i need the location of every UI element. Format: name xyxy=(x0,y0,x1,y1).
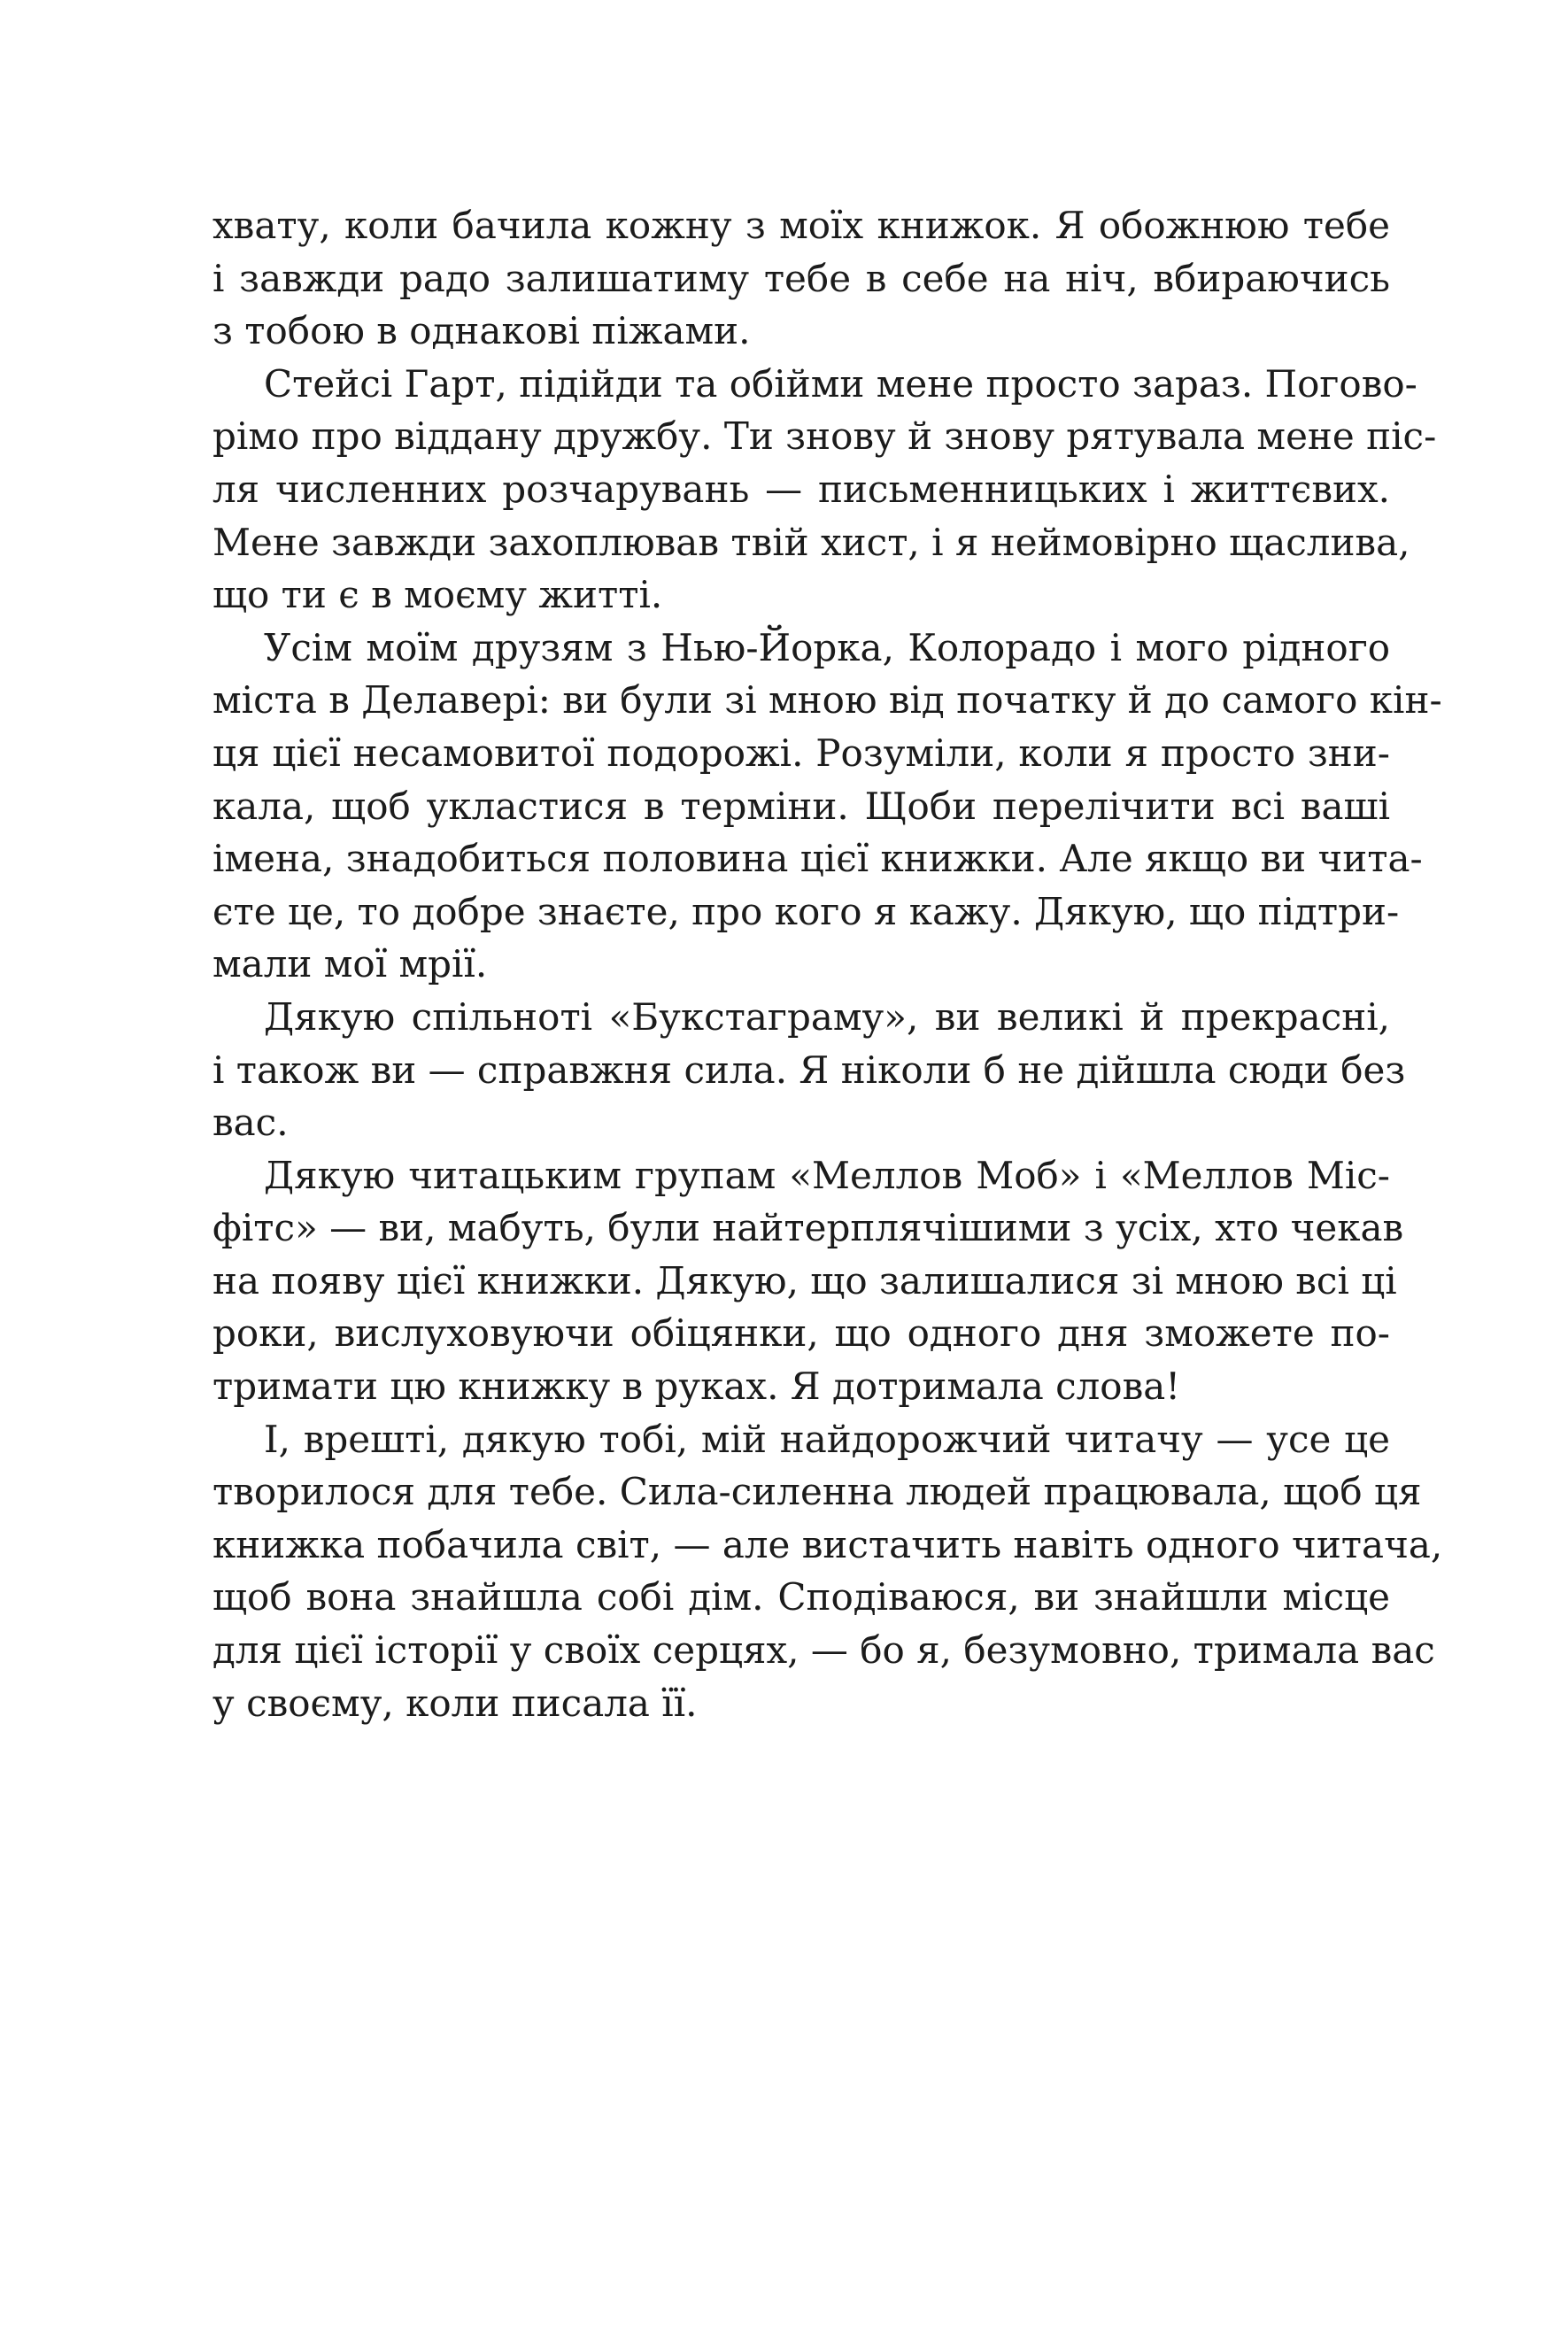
text-line: з тобою в однакові піжами. xyxy=(212,309,751,353)
text-line: ля численних розчарувань — письменницьких і життєвих. xyxy=(212,467,1390,511)
text-line: роки, вислуховуючи обіцянки, що одного дня зможете по- xyxy=(212,1311,1390,1356)
paragraph xyxy=(212,991,1406,1149)
text-line: ця цієї несамовитої подорожі. Розуміли, коли я просто зни- xyxy=(212,731,1390,775)
text-line: у своєму, коли писала її. xyxy=(212,1681,698,1725)
text-line: вас. xyxy=(212,1101,289,1145)
text-line: міста в Делавері: ви були зі мною від початку й до самого кін- xyxy=(212,678,1442,723)
page-text xyxy=(212,199,1443,1729)
text-line: і також ви — справжня сила. Я ніколи б не дійшла сюди без xyxy=(212,1047,1406,1092)
text-line: Дякую читацьким групам «Меллов Моб» і «Меллов Міс- xyxy=(264,1153,1390,1197)
text-line: книжка побачила світ, — але вистачить навіть одного читача, xyxy=(212,1522,1443,1566)
text-line: Стейсі Гарт, підійди та обійми мене просто зараз. Погово- xyxy=(264,361,1417,406)
text-line: що ти є в моєму житті. xyxy=(212,573,663,617)
text-line: на появу цієї книжки. Дякую, що залишалися зі мною всі ці xyxy=(212,1258,1397,1303)
text-line: для цієї історії у своїх серцях, — бо я, безумовно, тримала вас xyxy=(212,1628,1435,1673)
text-line: Усім моїм друзям з Нью-Йорка, Колорадо і мого рідного xyxy=(264,625,1390,669)
text-line: рімо про віддану дружбу. Ти знову й знову рятувала мене піс- xyxy=(212,414,1437,459)
text-line: творилося для тебе. Сила-силенна людей працювала, щоб ця xyxy=(212,1470,1422,1514)
paragraph xyxy=(212,622,1442,991)
text-line: єте це, то добре знаєте, про кого я кажу. Дякую, що підтри- xyxy=(212,889,1400,933)
text-line: Дякую спільноті «Букстаграму», ви великі й прекрасні, xyxy=(264,994,1390,1039)
text-line: фітс» — ви, мабуть, були найтерплячішими з усіх, хто чекав xyxy=(212,1206,1404,1250)
text-line: Мене завжди захоплював твій хист, і я неймовірно щаслива, xyxy=(212,520,1410,564)
text-line: і завжди радо залишатиму тебе в себе на ніч, вбираючись xyxy=(212,256,1390,300)
paragraph xyxy=(212,358,1437,622)
paragraph xyxy=(212,1413,1443,1730)
text-line: хвату, коли бачила кожну з моїх книжок. Я обожнюю тебе xyxy=(212,204,1390,247)
text-line: І, врешті, дякую тобі, мій найдорожчий читачу — усе це xyxy=(264,1417,1390,1461)
text-line: кала, щоб укластися в терміни. Щоби перелічити всі ваші xyxy=(212,784,1390,828)
text-line: щоб вона знайшла собі дім. Сподіваюся, ви знайшли місце xyxy=(212,1575,1390,1619)
text-line: тримати цю книжку в руках. Я дотримала слова! xyxy=(212,1364,1181,1409)
text-line: імена, знадобиться половина цієї книжки. Але якщо ви чита- xyxy=(212,837,1423,881)
paragraph xyxy=(212,199,1390,358)
text-line: мали мої мрії. xyxy=(212,942,488,986)
paragraph xyxy=(212,1149,1404,1413)
